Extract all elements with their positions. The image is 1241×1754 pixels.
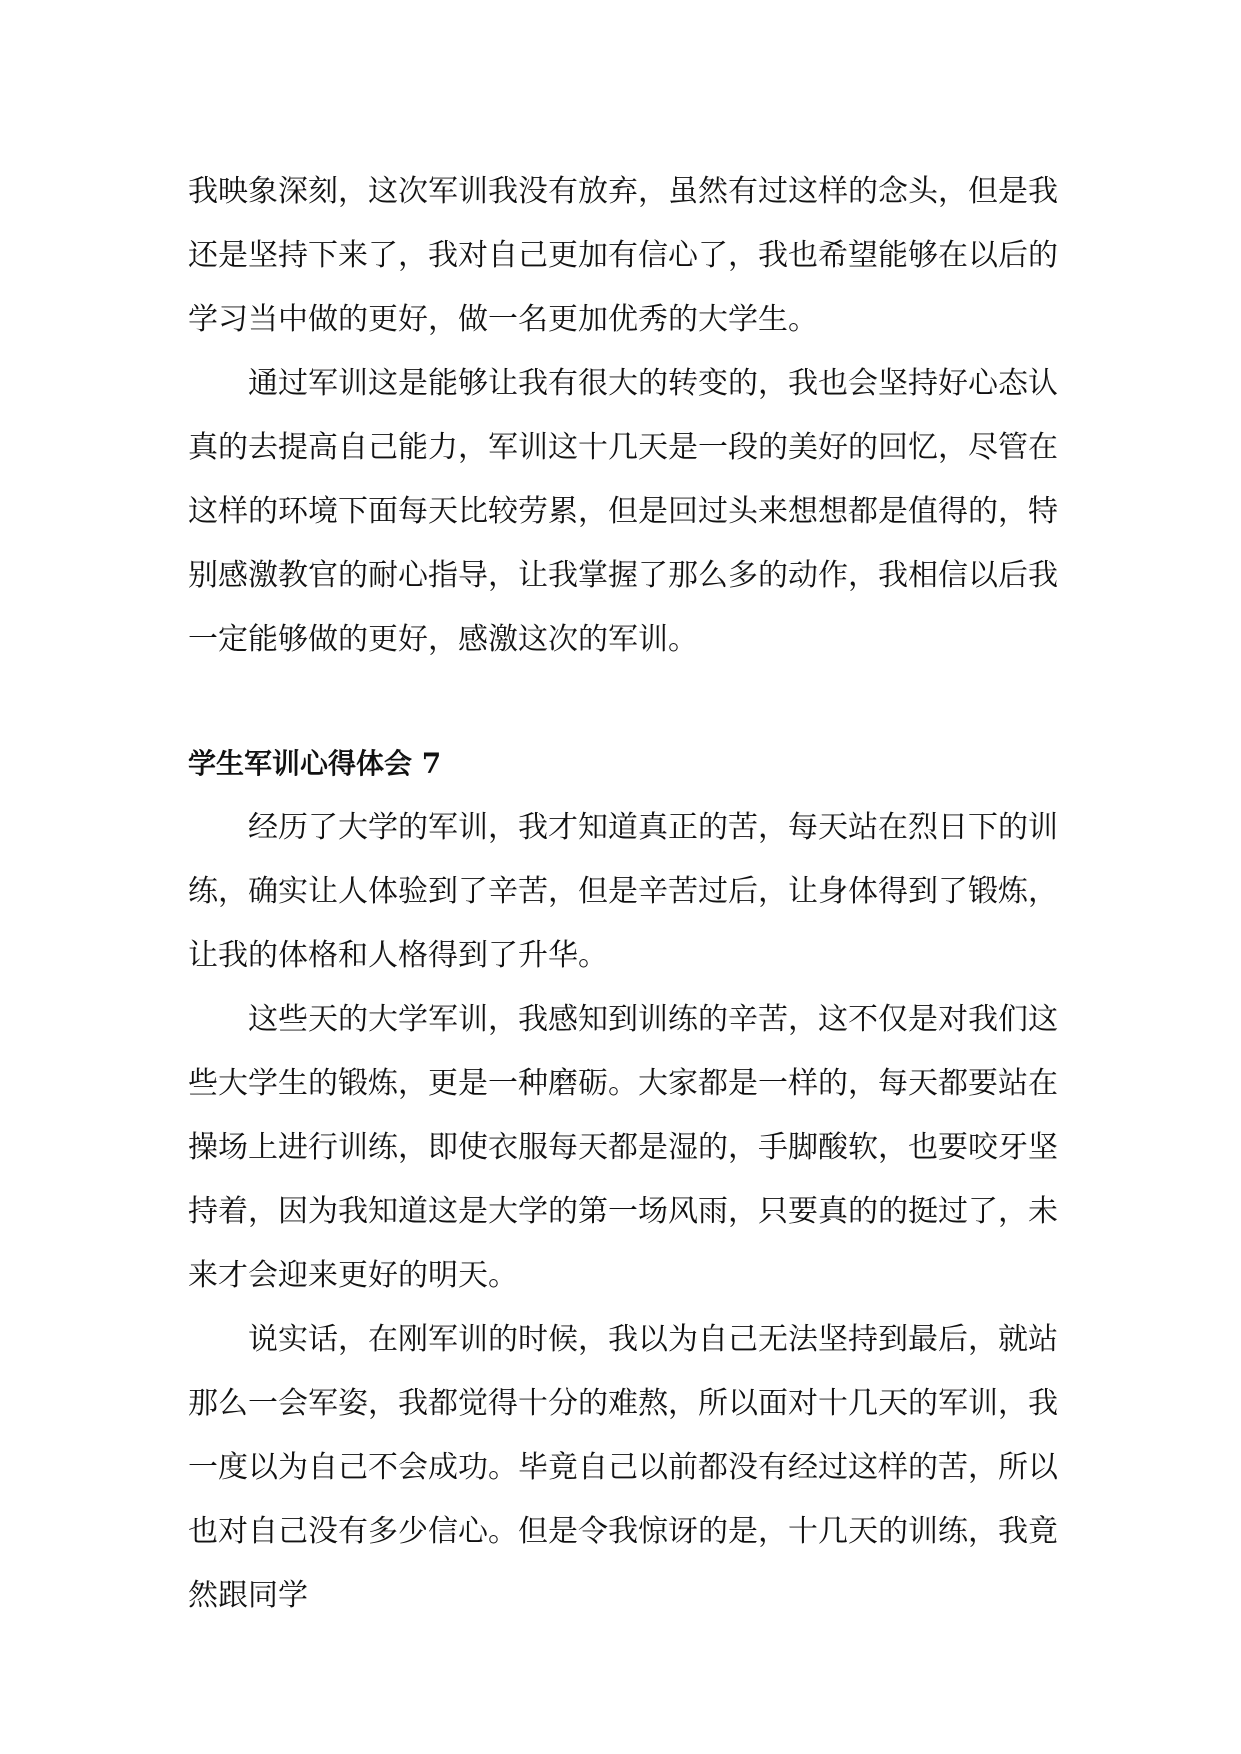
paragraph: 通过军训这是能够让我有很大的转变的，我也会坚持好心态认真的去提高自己能力，军训这十几天是一段的美好的回忆，尽管在这样的环境下面每天比较劳累，但是回过头来想想都是值得的，特别感激教官的耐心指导，让我掌握了那么多的动作，我相信以后我一定能够做的更好，感激这次的军训。 xyxy=(188,366,1058,657)
paragraph: 经历了大学的军训，我才知道真正的苦，每天站在烈日下的训练，确实让人体验到了辛苦，但是辛苦过后，让身体得到了锻炼，让我的体格和人格得到了升华。 xyxy=(188,810,1058,973)
document-body xyxy=(188,160,1058,1628)
paragraph: 这些天的大学军训，我感知到训练的辛苦，这不仅是对我们这些大学生的锻炼，更是一种磨砺。大家都是一样的，每天都要站在操场上进行训练，即使衣服每天都是湿的，手脚酸软，也要咬牙坚持着，因为我知道这是大学的第一场风雨，只要真的的挺过了，未来才会迎来更好的明天。 xyxy=(188,1002,1058,1293)
section-title: 学生军训心得体会 7 xyxy=(188,747,442,780)
paragraph: 我映象深刻，这次军训我没有放弃，虽然有过这样的念头，但是我还是坚持下来了，我对自己更加有信心了，我也希望能够在以后的学习当中做的更好，做一名更加优秀的大学生。 xyxy=(188,174,1058,337)
paragraph: 说实话，在刚军训的时候，我以为自己无法坚持到最后，就站那么一会军姿，我都觉得十分的难熬，所以面对十几天的军训，我一度以为自己不会成功。毕竟自己以前都没有经过这样的苦，所以也对自己没有多少信心。但是令我惊讶的是，十几天的训练，我竟然跟同学 xyxy=(188,1322,1058,1613)
